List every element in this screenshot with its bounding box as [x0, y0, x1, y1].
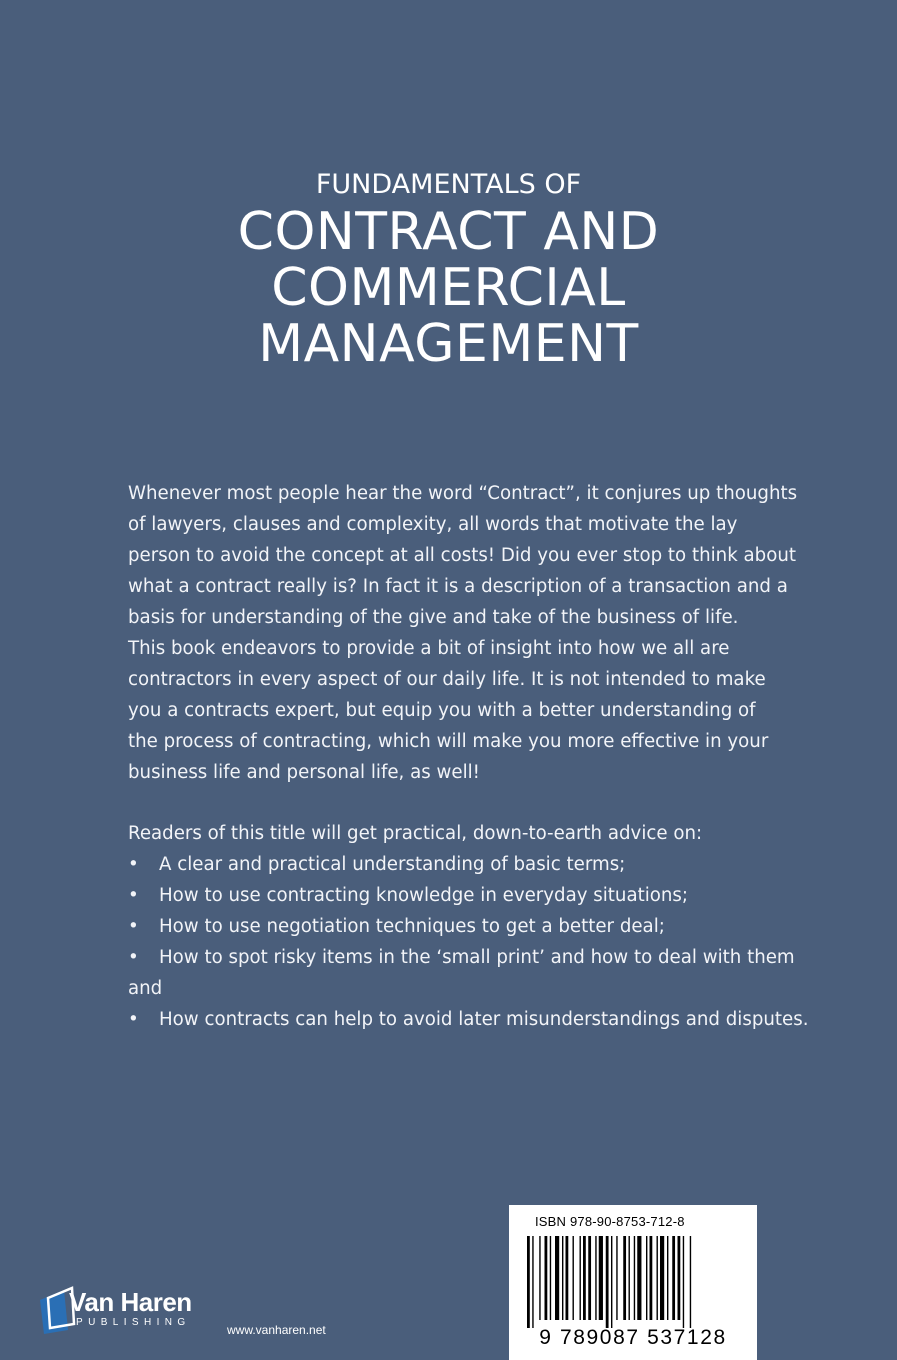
- description-line: of lawyers, clauses and complexity, all words that motivate the lay: [128, 514, 738, 535]
- description-line: what a contract really is? In fact it is a description of a transaction and a: [128, 576, 788, 597]
- barcode-panel: [509, 1205, 757, 1360]
- description-line: business life and personal life, as well!: [128, 762, 480, 783]
- description-line: you a contracts expert, but equip you with a better understanding of: [128, 700, 756, 721]
- barcode-bar: [545, 1236, 548, 1320]
- bullet-icon: •: [128, 1009, 139, 1030]
- barcode-bar: [660, 1236, 664, 1320]
- title-line: MANAGEMENT: [258, 314, 639, 374]
- title-line: CONTRACT AND: [237, 202, 660, 262]
- title-kicker: FUNDAMENTALS OF: [315, 169, 582, 200]
- title-block: [0, 168, 897, 372]
- barcode-bar: [595, 1236, 596, 1320]
- barcode-bar: [646, 1236, 647, 1320]
- bullet-icon: •: [128, 854, 139, 875]
- description-paragraph: [128, 478, 820, 788]
- barcode-bar: [629, 1236, 630, 1320]
- publisher-logo: [38, 1282, 228, 1342]
- barcode-bar: [690, 1236, 691, 1328]
- bullet-text: A clear and practical understanding of basic terms;: [159, 854, 626, 875]
- bullet-text: How contracts can help to avoid later misunderstandings and disputes.: [159, 1009, 809, 1030]
- bullet-item: [128, 1004, 828, 1035]
- bullet-text: How to use negotiation techniques to get a better deal;: [159, 916, 665, 937]
- barcode-bar: [623, 1236, 626, 1320]
- bullet-item: [128, 911, 828, 942]
- barcode-bar: [616, 1236, 617, 1320]
- bullet-icon: •: [128, 947, 139, 968]
- barcode-bar: [657, 1236, 658, 1320]
- readers-section: [128, 818, 828, 1035]
- barcode-bar: [634, 1236, 635, 1320]
- barcode-bar: [611, 1236, 612, 1328]
- barcode-bar: [566, 1236, 569, 1320]
- description-line: the process of contracting, which will make you more effective in your: [128, 731, 769, 752]
- barcode-bar: [583, 1236, 586, 1320]
- bullet-item: [128, 942, 828, 973]
- description-line: contractors in every aspect of our daily life. It is not intended to make: [128, 669, 766, 690]
- barcode-image: [525, 1236, 741, 1328]
- barcode-bar: [580, 1236, 581, 1320]
- bullet-text: How to spot risky items in the ‘small print’ and how to deal with them: [159, 947, 795, 968]
- readers-intro: Readers of this title will get practical, down-to-earth advice on:: [128, 823, 703, 844]
- barcode-bar: [683, 1236, 684, 1328]
- description-line: basis for understanding of the give and take of the business of life.: [128, 607, 739, 628]
- barcode-bar: [532, 1236, 533, 1328]
- barcode-bar: [650, 1236, 653, 1320]
- barcode-bar: [672, 1236, 675, 1320]
- barcode-bar: [550, 1236, 551, 1320]
- publisher-name: Van Haren: [69, 1287, 192, 1317]
- description-line: This book endeavors to provide a bit of insight into how we all are: [128, 638, 730, 659]
- description-line: person to avoid the concept at all costs! Did you ever stop to think about: [128, 545, 796, 566]
- barcode-bar: [606, 1236, 609, 1328]
- isbn-label: ISBN 978-90-8753-712-8: [535, 1214, 685, 1229]
- bullet-icon: •: [128, 885, 139, 906]
- bullet-text: How to use contracting knowledge in everyday situations;: [159, 885, 689, 906]
- barcode-bar: [599, 1236, 603, 1320]
- title-line: COMMERCIAL: [271, 258, 626, 318]
- barcode-bar: [573, 1236, 574, 1320]
- barcode-bar: [539, 1236, 540, 1320]
- barcode-bar: [637, 1236, 641, 1320]
- publisher-subtitle: PUBLISHING: [76, 1317, 191, 1328]
- bullet-continuation: and: [128, 978, 163, 999]
- bullet-icon: •: [128, 916, 139, 937]
- barcode-bar: [562, 1236, 563, 1320]
- bullet-item: [128, 849, 828, 880]
- publisher-website: www.vanharen.net: [227, 1323, 326, 1337]
- barcode-bar: [555, 1236, 559, 1320]
- barcode-bar: [667, 1236, 668, 1320]
- title-main: [0, 204, 897, 372]
- isbn-digits: 9 789087 537128: [539, 1326, 727, 1349]
- bullet-item: [128, 880, 828, 911]
- barcode-bar: [527, 1236, 530, 1328]
- description-line: Whenever most people hear the word “Contract”, it conjures up thoughts: [128, 483, 798, 504]
- barcode-bar: [678, 1236, 681, 1320]
- barcode-bar: [588, 1236, 591, 1320]
